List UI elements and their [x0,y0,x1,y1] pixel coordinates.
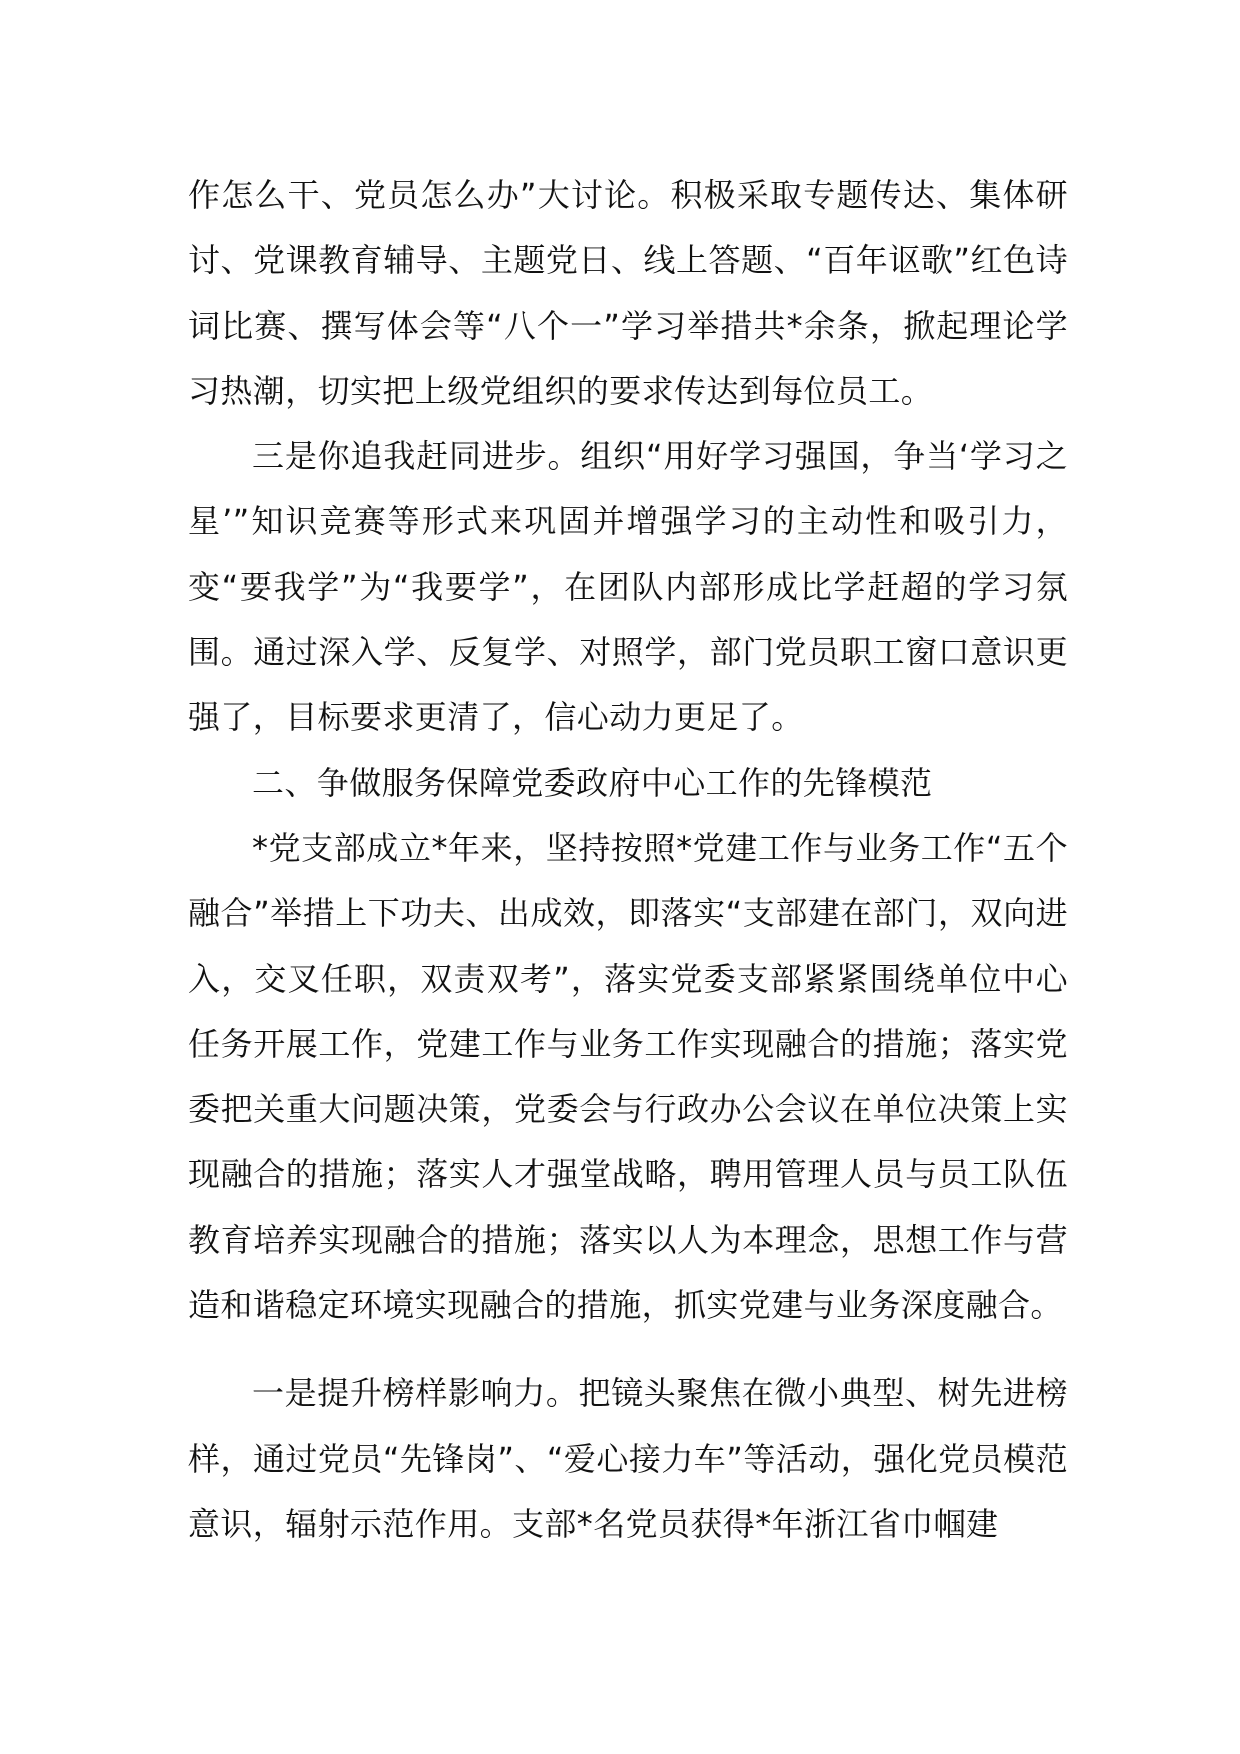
paragraph-five-integrations: *党支部成立*年来，坚持按照*党建工作与业务工作“五个融合”举措上下功夫、出成效，即落实“支部建在部门，双向进入，交叉任职，双责双考”，落实党委支部紧紧围绕单位中心任务开展工作，党建工作与业务工作实现融合的措施；落实党委把关重大问题决策，党委会与行政办公会议在单位决策上实现融合的措施；落实人才强堂战略，聘用管理人员与员工队伍教育培养实现融合的措施；落实以人为本理念，思想工作与营造和谐稳定环境实现融合的措施，抓实党建与业务深度融合。 [188,828,1068,1325]
section-heading-two: 二、争做服务保障党委政府中心工作的先锋模范 [252,763,933,802]
paragraph-continuation: 作怎么干、党员怎么办”大讨论。积极采取专题传达、集体研讨、党课教育辅导、主题党日、线上答题、“百年讴歌”红色诗词比赛、撰写体会等“八个一”学习举措共*余条，掀起理论学习热潮，切实把上级党组织的要求传达到每位员工。 [188,176,1068,410]
paragraph-point-one: 一是提升榜样影响力。把镜头聚焦在微小典型、树先进榜样，通过党员“先锋岗”、“爱心接力车”等活动，强化党员模范意识，辐射示范作用。支部*名党员获得*年浙江省巾帼建 [188,1374,1068,1543]
document-body [188,163,1068,1557]
paragraph-point-three: 三是你追我赶同进步。组织“用好学习强国，争当‘学习之星’”知识竞赛等形式来巩固并增强学习的主动性和吸引力，变“要我学”为“我要学”，在团队内部形成比学赶超的学习氛围。通过深入学、反复学、对照学，部门党员职工窗口意识更强了，目标要求更清了，信心动力更足了。 [188,437,1068,737]
